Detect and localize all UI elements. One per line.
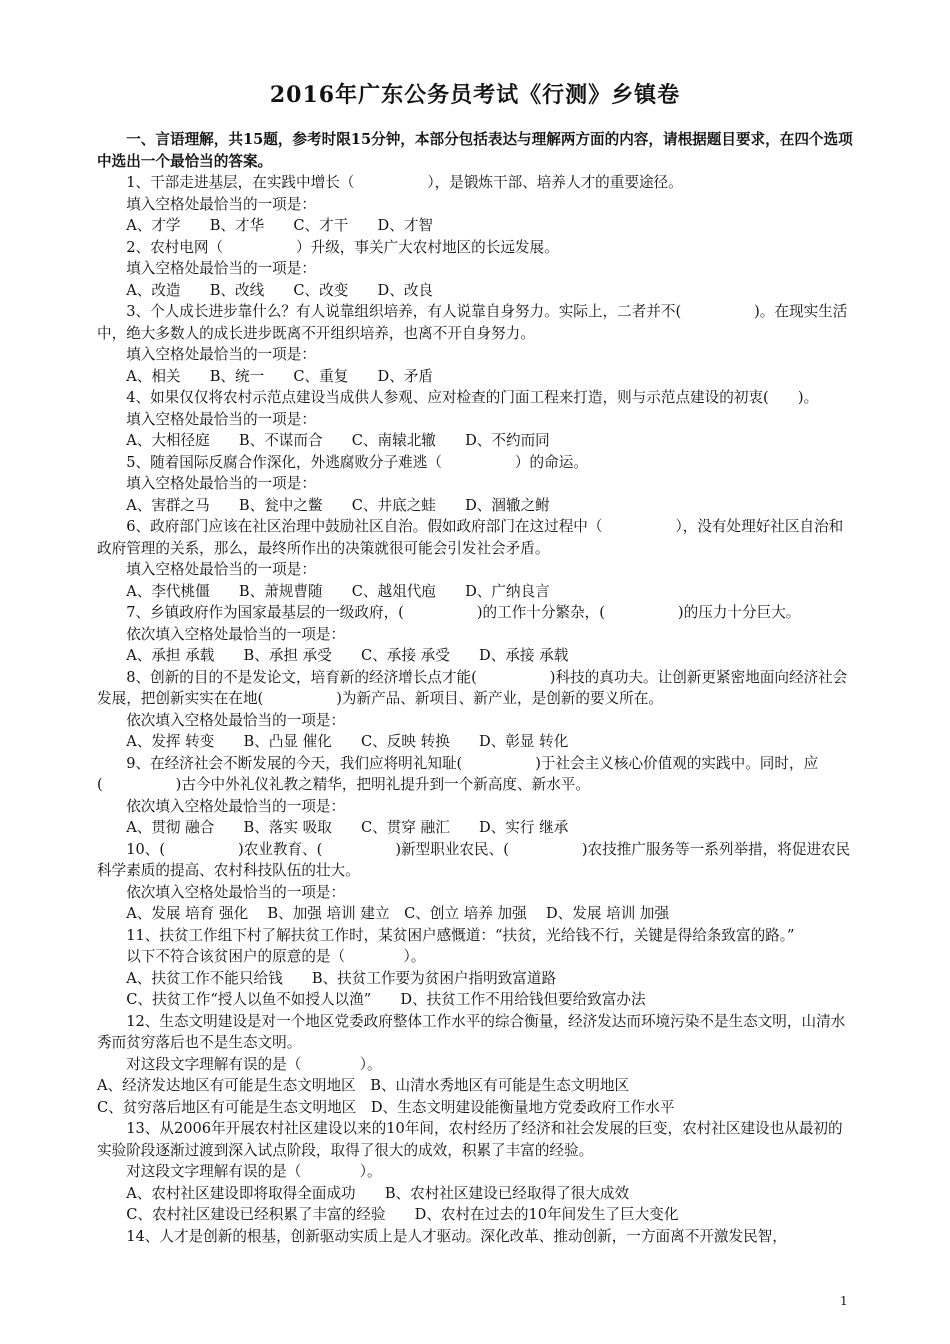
answer-options: C、农村社区建设已经积累了丰富的经验 D、农村在过去的10年间发生了巨大变化: [126, 1206, 679, 1223]
answer-options: A、改造 B、改线 C、改变 D、改良: [126, 281, 434, 299]
answer-options: A、害群之马 B、瓮中之鳖 C、井底之蛙 D、涸辙之鲋: [126, 496, 550, 514]
question-stem: 10、( )农业教育、( )新型职业农民、( )农技推广服务等一系列举措，将促进农民科学素质的提高、农村科技队伍的壮大。: [97, 840, 851, 879]
answer-options: C、贫穷落后地区有可能是生态文明地区 D、生态文明建设能衡量地方党委政府工作水平: [97, 1098, 675, 1116]
answer-options: A、农村社区建设即将取得全面成功 B、农村社区建设已经取得了很大成效: [126, 1184, 630, 1202]
question-prompt: 填入空格处最恰当的一项是：: [126, 410, 316, 428]
question-prompt: 填入空格处最恰当的一项是：: [126, 195, 316, 213]
question-prompt: 填入空格处最恰当的一项是：: [126, 346, 316, 363]
question-stem: 2、农村电网（ ）升级，事关广大农村地区的长远发展。: [126, 238, 559, 256]
question-stem: 7、乡镇政府作为国家最基层的一级政府，( )的工作十分繁杂，( )的压力十分巨大。: [126, 604, 801, 621]
question-content: [97, 129, 857, 1247]
question-stem: 3、个人成长进步靠什么？有人说靠组织培养，有人说靠自身努力。实际上，二者并不( )。在现实生活中，绝大多数人的成长进步既离不开组织培养，也离不开自身努力。: [97, 303, 848, 342]
question-prompt: 填入空格处最恰当的一项是：: [126, 475, 316, 492]
answer-options: A、贯彻 融合 B、落实 吸取 C、贯穿 融汇 D、实行 继承: [126, 819, 569, 836]
question-prompt: 依次填入空格处最恰当的一项是：: [126, 797, 346, 815]
question-stem: 5、随着国际反腐合作深化，外逃腐败分子难逃（ ）的命运。: [126, 453, 588, 471]
question-stem: 8、创新的目的不是发论文，培育新的经济增长点才能( )科技的真功夫。让创新更紧密地面向经济社会发展，把创新实实在在地( )为新产品、新项目、新产业，是创新的要义所在。: [97, 668, 848, 707]
answer-options: A、李代桃僵 B、萧规曹随 C、越俎代庖 D、广纳良言: [126, 582, 550, 600]
question-prompt: 对这段文字理解有误的是（ ）。: [126, 1055, 382, 1073]
question-prompt: 依次填入空格处最恰当的一项是：: [126, 883, 346, 901]
question-stem: 11、扶贫工作组下村了解扶贫工作时，某贫困户感慨道：“扶贫，光给钱不行，关键是得给条致富的路。”: [126, 926, 795, 944]
question-stem: 1、干部走进基层，在实践中增长（ ），是锻炼干部、培养人才的重要途径。: [126, 174, 683, 191]
answer-options: A、发挥 转变 B、凸显 催化 C、反映 转换 D、彰显 转化: [126, 733, 569, 750]
answer-options: A、才学 B、才华 C、才干 D、才智: [126, 217, 434, 234]
answer-options: A、承担 承载 B、承担 承受 C、承接 承受 D、承接 承载: [126, 647, 569, 664]
page-number: 1: [840, 1294, 848, 1308]
page-title: 2016年广东公务员考试《行测》乡镇卷: [269, 82, 681, 108]
question-stem: 6、政府部门应该在社区治理中鼓励社区自治。假如政府部门在这过程中（ ），没有处理好社区自治和政府管理的关系，那么，最终所作出的决策就很可能会引发社会矛盾。: [97, 518, 844, 557]
answer-options: C、扶贫工作“授人以鱼不如授人以渔” D、扶贫工作不用给钱但要给致富办法: [126, 991, 646, 1008]
answer-options: A、经济发达地区有可能是生态文明地区 B、山清水秀地区有可能是生态文明地区: [97, 1077, 630, 1094]
question-prompt: 填入空格处最恰当的一项是：: [126, 561, 316, 578]
answer-options: A、发展 培育 强化 B、加强 培训 建立 C、创立 培养 加强 D、发展 培训 加强: [126, 905, 670, 922]
question-stem: 9、在经济社会不断发展的今天，我们应将明礼知耻( )于社会主义核心价值观的实践中。同时，应( )古今中外礼仪礼教之精华，把明礼提升到一个新高度、新水平。: [97, 754, 819, 793]
question-stem: 12、生态文明建设是对一个地区党委政府整体工作水平的综合衡量，经济发达而环境污染不是生态文明，山清水秀而贫穷落后也不是生态文明。: [97, 1012, 846, 1051]
answer-options: A、扶贫工作不能只给钱 B、扶贫工作要为贫困户指明致富道路: [126, 969, 557, 987]
answer-options: A、大相径庭 B、不谋而合 C、南辕北辙 D、不约而同: [126, 432, 550, 449]
question-prompt: 填入空格处最恰当的一项是：: [126, 260, 316, 277]
question-prompt: 对这段文字理解有误的是（ ）。: [126, 1163, 382, 1180]
question-prompt: 依次填入空格处最恰当的一项是：: [126, 625, 346, 643]
question-prompt: 依次填入空格处最恰当的一项是：: [126, 711, 346, 729]
question-stem: 13、从2006年开展农村社区建设以来的10年间，农村经历了经济和社会发展的巨变，农村社区建设也从最初的实验阶段逐渐过渡到深入试点阶段，取得了很大的成效，积累了丰富的经验。: [97, 1120, 843, 1159]
question-stem: 4、如果仅仅将农村示范点建设当成供人参观、应对检查的门面工程来打造，则与示范点建设的初衷( )。: [126, 389, 819, 406]
question-prompt: 以下不符合该贫困户的原意的是（ ）。: [126, 948, 426, 965]
section-intro: 一、言语理解，共15题，参考时限15分钟，本部分包括表达与理解两方面的内容，请根据题目要求，在四个选项中选出一个最恰当的答案。: [97, 131, 853, 170]
question-stem: 14、人才是创新的根基，创新驱动实质上是人才驱动。深化改革、推动创新，一方面离不开激发民智，: [126, 1227, 787, 1245]
answer-options: A、相关 B、统一 C、重复 D、矛盾: [126, 367, 434, 385]
